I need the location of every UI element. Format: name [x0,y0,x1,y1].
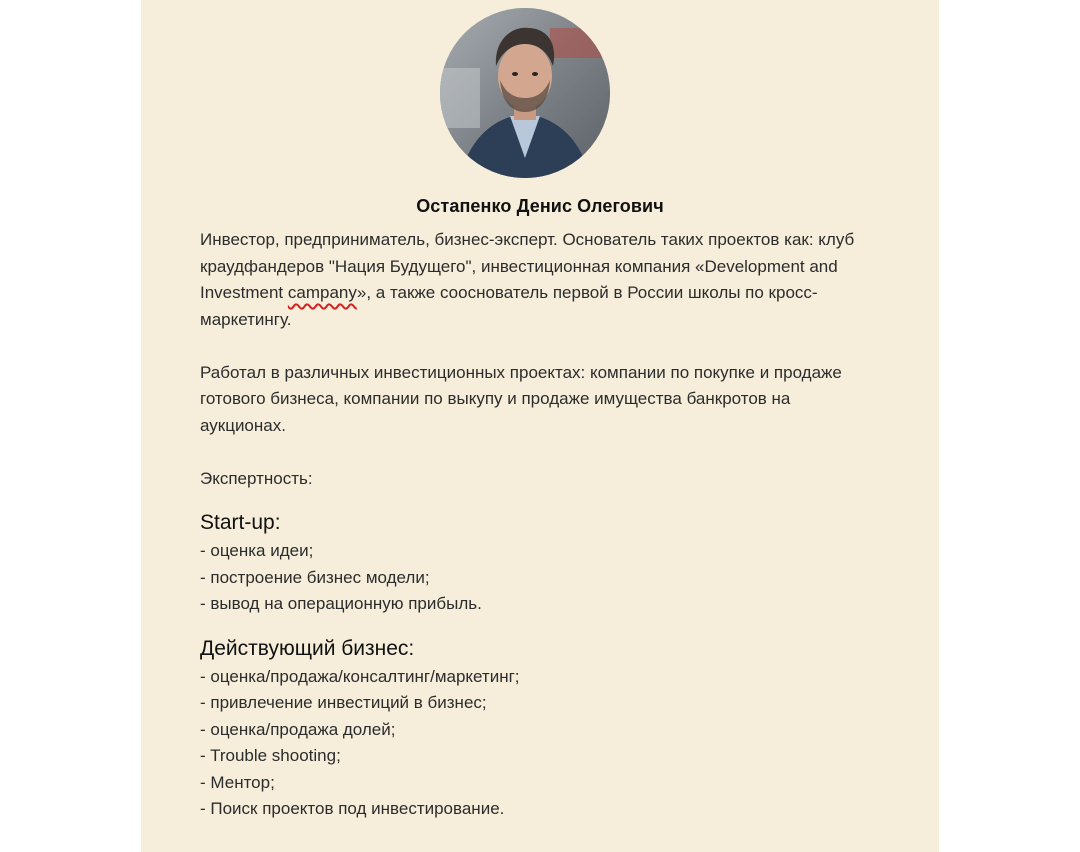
spacer [200,333,860,360]
list-item: - оценка/продажа долей; [200,719,396,739]
bio-text-end: », а также сооснователь первой в России школы по кросс-маркетингу. [200,283,818,329]
spacer [200,439,860,466]
list-item: - построение бизнес модели; [200,567,430,587]
experience-paragraph: Работал в различных инвестиционных проектах: компании по покупке и продаже готового бизнеса, компании по выкупу и продаже имущества банкротов на аукционах. [200,362,842,435]
list-item: - Trouble shooting; [200,746,341,765]
bio-paragraph [200,227,860,333]
avatar [440,8,610,178]
list-item: - вывод на операционную прибыль. [200,594,482,613]
list-item: - привлечение инвестиций в бизнес; [200,693,487,712]
profile-name: Остапенко Денис Олегович [416,196,664,216]
list-item: - оценка идеи; [200,541,314,560]
list-item: - Поиск проектов под инвестирование. [200,799,505,818]
section-title-business: Действующий бизнес: [200,636,415,660]
bio-text-start: Инвестор, предприниматель, бизнес-эксперт. Основатель таких проектов как: клуб краудфандеров "Нация Будущего", инвестиционная компания «Development and Investment [200,230,855,302]
list-item: - оценка/продажа/консалтинг/маркетинг; [200,666,520,686]
profile-content [200,227,860,823]
list-item: - Ментор; [200,772,275,792]
expertise-label: Экспертность: [200,468,313,488]
section-title-startup: Start-up: [200,511,281,534]
avatar-photo [440,8,610,178]
misspelled-word[interactable]: campany [287,283,357,302]
